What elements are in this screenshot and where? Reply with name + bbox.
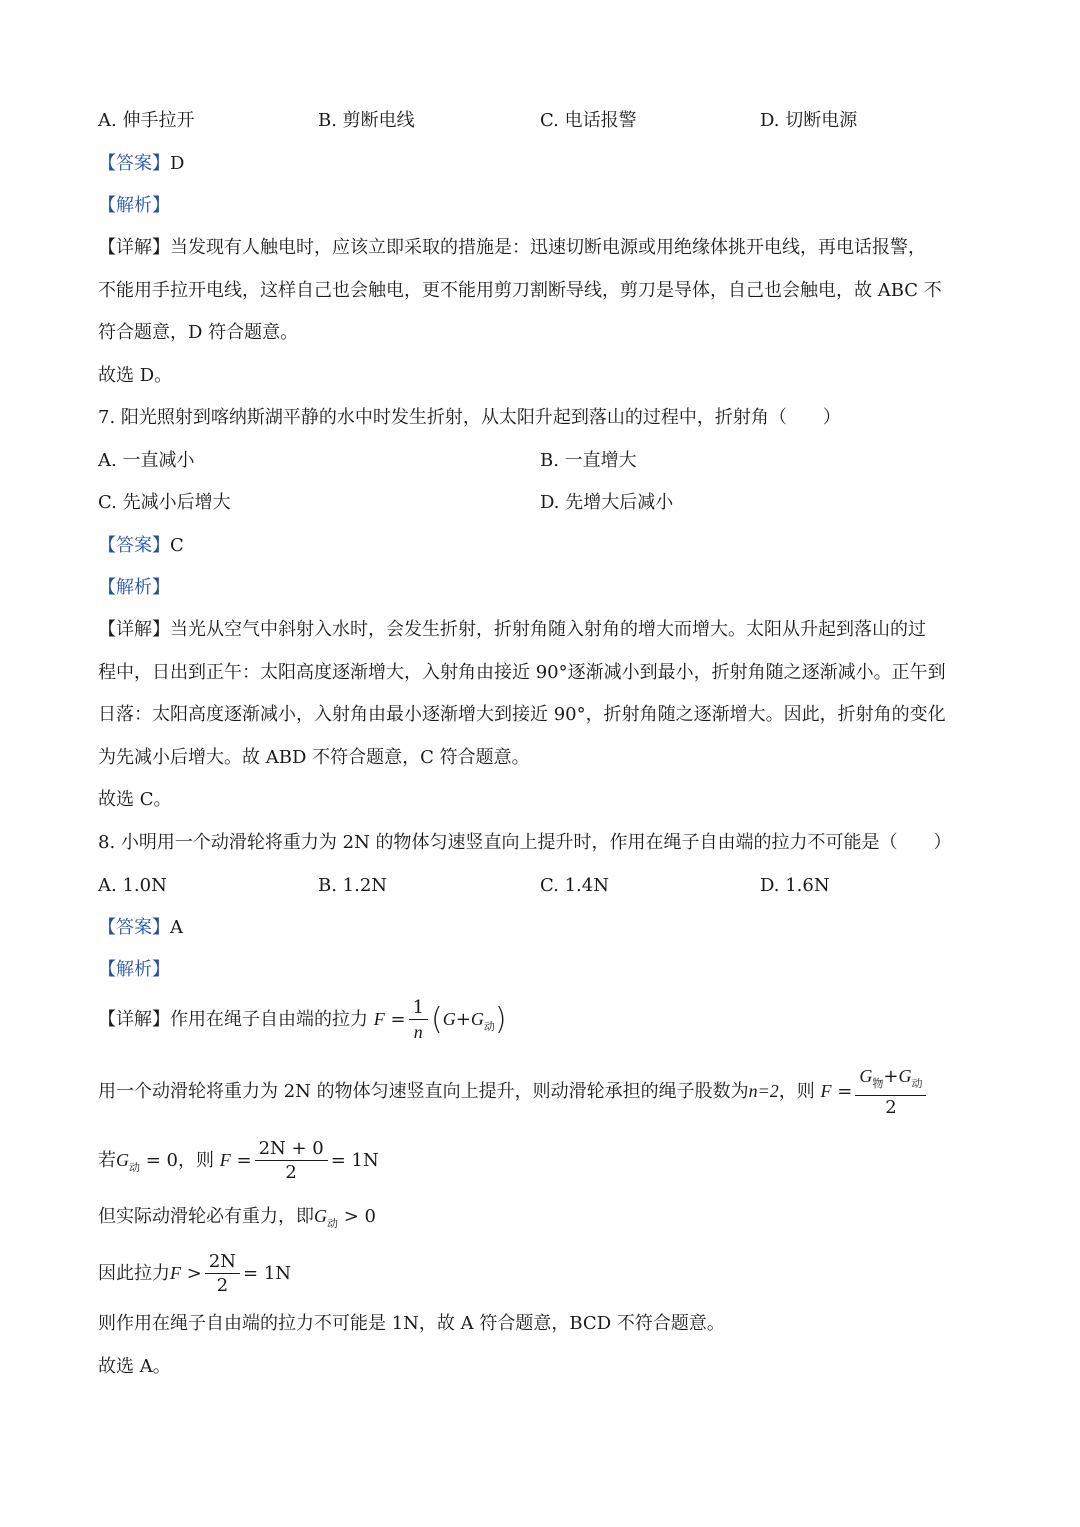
formula-3-sub-dong: 动 <box>129 1161 140 1174</box>
answer-tag: 【答案】 <box>98 917 170 938</box>
q8-formula-2 <box>98 1064 929 1120</box>
q8-formula-1 <box>98 993 507 1053</box>
q8-option-d: D. 1.6N <box>760 875 830 896</box>
detail-tag: 【详解】 <box>98 619 170 640</box>
q8-formula-5 <box>98 1247 291 1300</box>
fraction-denominator: n <box>413 1021 423 1042</box>
analysis-tag: 【解析】 <box>98 195 170 216</box>
G-symbol: G <box>859 1065 873 1086</box>
formula-2-F: F <box>820 1081 832 1101</box>
fraction-denominator: 2 <box>216 1274 229 1296</box>
q7-detail-line-1 <box>98 617 926 643</box>
G-symbol: G <box>898 1065 912 1086</box>
sub-wu: 物 <box>872 1076 884 1090</box>
q7-detail-line-3: 日落：太阳高度逐渐减小，入射角由最小逐渐增大到接近 90°，折射角随之逐渐增大。因此，折射角的变化 <box>98 704 946 725</box>
sub-dong: 动 <box>911 1076 923 1090</box>
q8-answer <box>98 915 183 941</box>
formula-1-sub-dong: 动 <box>483 1020 495 1033</box>
answer-tag: 【答案】 <box>98 535 170 556</box>
plus: + <box>883 1065 899 1087</box>
q8-analysis-tag <box>98 957 170 983</box>
formula-1-text: 作用在绳子自由端的拉力 <box>170 1009 368 1030</box>
formula-3-result: = 1N <box>330 1150 379 1171</box>
open-paren: ( <box>431 1002 443 1037</box>
formula-2-then: ，则 <box>778 1081 815 1102</box>
formula-3-if: 若 <box>98 1150 116 1171</box>
detail-text: 当光从空气中斜射入水时，会发生折射，折射角随入射角的增大而增大。太阳从升起到落山的过 <box>170 619 926 640</box>
q6-detail-line-1 <box>98 235 926 261</box>
q8-conclusion: 则作用在绳子自由端的拉力不可能是 1N，故 A 符合题意，BCD 不符合题意。 <box>98 1313 725 1334</box>
q6-option-a: A. 伸手拉开 <box>98 110 195 131</box>
q8-formula-3 <box>98 1134 379 1194</box>
fraction-numerator: 2N + 0 <box>255 1138 328 1161</box>
formula-5-gt: > <box>186 1263 202 1284</box>
answer-value: C <box>170 535 184 556</box>
q8-choose: 故选 A。 <box>98 1356 171 1377</box>
answer-tag: 【答案】 <box>98 153 170 174</box>
formula-4-sub-dong: 动 <box>327 1217 338 1230</box>
q7-question: 7. 阳光照射到喀纳斯湖平静的水中时发生折射，从太阳升起到落山的过程中，折射角（ ） <box>98 407 841 428</box>
close-paren: ) <box>494 1002 507 1037</box>
formula-2-n: n=2 <box>748 1081 779 1101</box>
formula-4-G: G <box>314 1206 327 1226</box>
formula-5-fraction <box>205 1251 240 1298</box>
formula-3-eq: = <box>236 1150 252 1171</box>
q6-detail-line-3: 符合题意，D 符合题意。 <box>98 322 299 343</box>
q8-option-a: A. 1.0N <box>98 875 167 896</box>
formula-5-result: = 1N <box>243 1263 292 1284</box>
q6-answer <box>98 151 184 177</box>
q8-question: 8. 小明用一个动滑轮将重力为 2N 的物体匀速竖直向上提升时，作用在绳子自由端的拉力不可能是（ ） <box>98 832 952 853</box>
detail-tag: 【详解】 <box>98 237 170 258</box>
formula-3-then: ，则 <box>178 1150 214 1171</box>
q7-answer <box>98 533 184 559</box>
analysis-tag: 【解析】 <box>98 577 170 598</box>
formula-5-text: 因此拉力 <box>98 1263 170 1284</box>
q6-option-d: D. 切断电源 <box>760 110 858 131</box>
formula-3-F: F <box>219 1150 231 1170</box>
q8-option-c: C. 1.4N <box>540 875 609 896</box>
q6-analysis-tag <box>98 193 170 219</box>
q7-option-c: C. 先减小后增大 <box>98 492 231 513</box>
q7-choose: 故选 C。 <box>98 789 172 810</box>
formula-3-fraction <box>255 1138 328 1185</box>
fraction-numerator: 1 <box>409 997 428 1020</box>
answer-value: A <box>170 917 183 938</box>
q7-detail-line-2: 程中，日出到正午：太阳高度逐渐增大，入射角由接近 90°逐渐减小到最小，折射角随之逐渐减小。正午到 <box>98 662 946 683</box>
q7-detail-line-4: 为先减小后增大。故 ABD 不符合题意，C 符合题意。 <box>98 747 530 768</box>
detail-text: 当发现有人触电时，应该立即采取的措施是：迅速切断电源或用绝缘体挑开电线，再电话报警， <box>170 237 926 258</box>
formula-2-eq: = <box>837 1081 853 1102</box>
formula-4-gt0: > 0 <box>343 1206 376 1227</box>
q7-option-a: A. 一直减小 <box>98 450 195 471</box>
fraction-numerator: 2N <box>205 1251 240 1274</box>
q6-option-c: C. 电话报警 <box>540 110 637 131</box>
q7-option-d: D. 先增大后减小 <box>540 492 674 513</box>
formula-3-eq0: = 0 <box>145 1150 178 1171</box>
q6-option-b: B. 剪断电线 <box>318 110 415 131</box>
q7-analysis-tag <box>98 575 170 601</box>
detail-tag: 【详解】 <box>98 1009 170 1030</box>
fraction-denominator: 2 <box>285 1161 297 1183</box>
q6-choose: 故选 D。 <box>98 365 173 386</box>
formula-1-fraction <box>409 997 428 1044</box>
fraction-numerator <box>855 1065 926 1096</box>
q7-option-b: B. 一直增大 <box>540 450 637 471</box>
q6-detail-line-2: 不能用手拉开电线，这样自己也会触电，更不能用剪刀割断导线，剪刀是导体，自己也会触电，故 ABC 不 <box>98 280 942 301</box>
formula-1-F: F <box>373 1009 385 1029</box>
formula-4-text: 但实际动滑轮必有重力，即 <box>98 1206 314 1227</box>
q8-option-b: B. 1.2N <box>318 875 388 896</box>
formula-1-eq: = <box>390 1009 406 1030</box>
formula-2-fraction <box>855 1065 926 1120</box>
formula-5-F: F <box>170 1263 181 1283</box>
fraction-denominator: 2 <box>885 1096 897 1118</box>
q8-formula-4 <box>98 1203 376 1237</box>
formula-2-text: 用一个动滑轮将重力为 2N 的物体匀速竖直向上提升，则动滑轮承担的绳子股数为 <box>98 1081 749 1102</box>
formula-1-G: G <box>442 1009 456 1029</box>
formula-3-G: G <box>116 1150 129 1170</box>
formula-1-plus: + <box>455 1009 471 1030</box>
analysis-tag: 【解析】 <box>98 959 170 980</box>
answer-value: D <box>170 153 185 174</box>
formula-1-G2: G <box>470 1009 484 1029</box>
